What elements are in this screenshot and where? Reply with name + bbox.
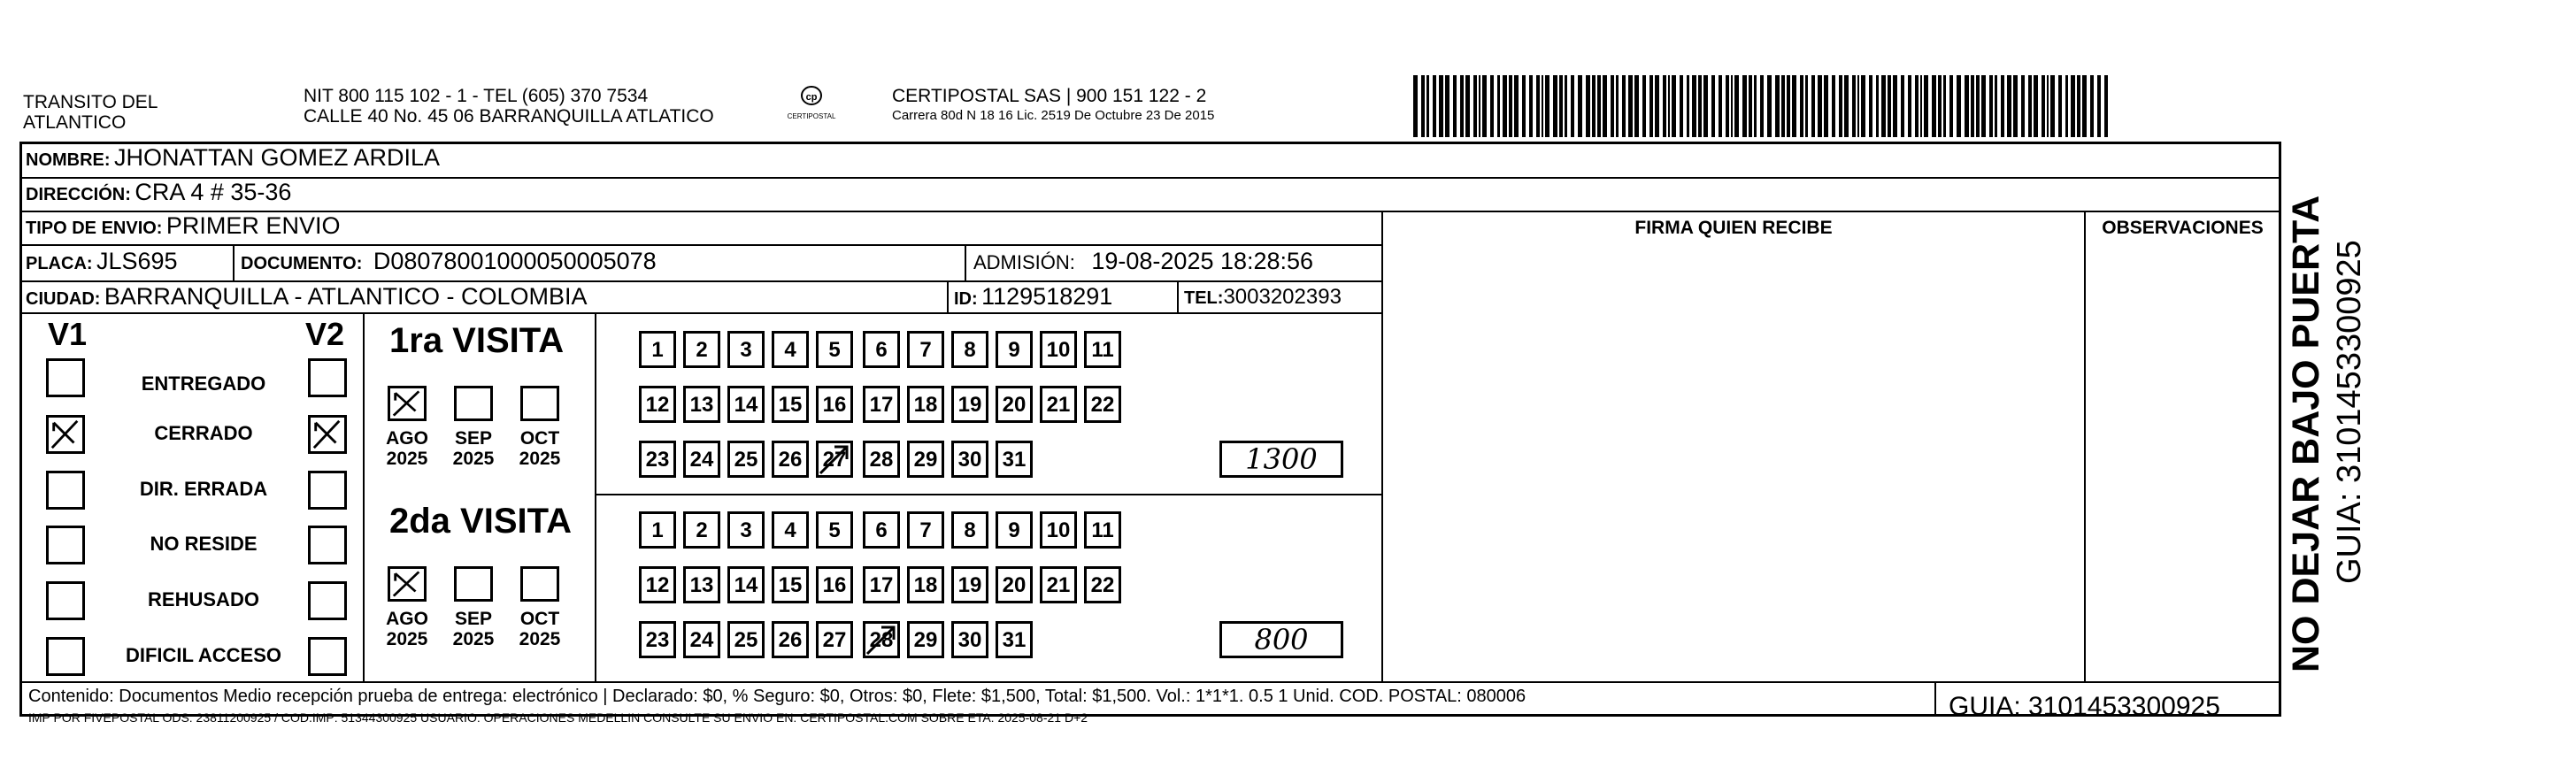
barcode-bar	[2050, 75, 2055, 137]
day-0-30[interactable]: 30	[951, 441, 988, 478]
barcode-bar	[1711, 75, 1715, 137]
checkbox-v2-0[interactable]	[308, 358, 347, 397]
month-year: 2025	[519, 629, 561, 649]
day-1-5[interactable]: 5	[816, 511, 853, 549]
day-0-1[interactable]: 1	[639, 331, 676, 368]
tel-value: 3003202393	[1223, 285, 1342, 309]
month-year: 2025	[452, 629, 495, 649]
barcode-bar	[2090, 75, 2094, 137]
barcode-bar	[1920, 75, 1922, 137]
day-1-6[interactable]: 6	[863, 511, 900, 549]
day-1-2[interactable]: 2	[683, 511, 720, 549]
month-year: 2025	[452, 449, 495, 469]
barcode-bar	[1642, 75, 1646, 137]
barcode-bar	[1943, 75, 1946, 137]
id-cell: ID: 1129518291	[954, 283, 1113, 310]
barcode-bar	[2065, 75, 2068, 137]
barcode-bar	[1800, 75, 1803, 137]
visit-title-1: 2da VISITA	[389, 502, 572, 541]
day-1-17[interactable]: 17	[863, 566, 900, 603]
month-label-1-2	[513, 609, 566, 649]
barcode-bar	[1839, 75, 1842, 137]
day-1-26[interactable]: 26	[772, 621, 809, 658]
month-label-0-0	[381, 428, 434, 469]
barcode-bar	[1703, 75, 1708, 137]
barcode-bar	[1924, 75, 1928, 137]
barcode-bar	[1881, 75, 1886, 137]
barcode-bar	[1949, 75, 1953, 137]
barcode-bar	[2071, 75, 2075, 137]
day-1-16[interactable]: 16	[816, 566, 853, 603]
barcode-bar	[1731, 75, 1733, 137]
barcode-bar	[1824, 75, 1828, 137]
day-1-1[interactable]: 1	[639, 511, 676, 549]
tel-cell: TEL:3003202393	[1184, 285, 1342, 309]
barcode-bar	[2028, 75, 2032, 137]
barcode-bar	[1634, 75, 1639, 137]
company-details: CERTIPOSTAL SAS | 900 151 122 - 2 Carrera 80d N 18 16 Lic. 2519 De Octubre 23 De 2015	[892, 86, 1215, 123]
day-0-7[interactable]: 7	[907, 331, 944, 368]
barcode-bar	[1522, 75, 1526, 137]
month-checkbox-0-2[interactable]	[520, 386, 559, 421]
day-1-7[interactable]: 7	[907, 511, 944, 549]
direccion-value: CRA 4 # 35-36	[135, 179, 292, 205]
barcode-bar	[1767, 75, 1772, 137]
barcode-bar	[1888, 75, 1891, 137]
barcode-bar	[1781, 75, 1785, 137]
barcode-bar	[1592, 75, 1596, 137]
barcode-bar	[1775, 75, 1780, 137]
day-1-4[interactable]: 4	[772, 511, 809, 549]
day-1-30[interactable]: 30	[951, 621, 988, 658]
nombre-value: JHONATTAN GOMEZ ARDILA	[114, 144, 441, 171]
day-0-21[interactable]: 21	[1040, 386, 1077, 423]
barcode-bar	[2077, 75, 2080, 137]
day-0-2[interactable]: 2	[683, 331, 720, 368]
ciudad-cell: CIUDAD: BARRANQUILLA - ATLANTICO - COLOMBIA	[26, 283, 588, 310]
day-1-12[interactable]: 12	[639, 566, 676, 603]
checkbox-v1-2[interactable]	[46, 471, 85, 510]
month-name: OCT	[519, 609, 560, 629]
barcode-bar	[2001, 75, 2004, 137]
day-0-22[interactable]: 22	[1084, 386, 1121, 423]
barcode-bar	[1698, 75, 1702, 137]
barcode-bar	[1482, 75, 1487, 137]
day-0-19[interactable]: 19	[951, 386, 988, 423]
day-1-27[interactable]: 27	[816, 621, 853, 658]
barcode-bar	[1529, 75, 1533, 137]
placa-value: JLS695	[96, 248, 178, 274]
month-name: AGO	[386, 609, 428, 629]
barcode-bar	[1971, 75, 1974, 137]
barcode-bar	[1509, 75, 1512, 137]
barcode-bar	[1915, 75, 1919, 137]
barcode-bar	[1622, 75, 1626, 137]
day-0-10[interactable]: 10	[1040, 331, 1077, 368]
documento-value: D08078001000050005078	[373, 248, 657, 274]
certipostal-logo: cp CERTIPOSTAL	[780, 85, 842, 120]
barcode-bar	[1719, 75, 1722, 137]
barcode-bar	[1421, 75, 1425, 137]
barcode-bar	[1413, 75, 1418, 137]
handwritten-time-0: 1300	[1219, 441, 1343, 478]
barcode-bar	[1497, 75, 1500, 137]
barcode-bar	[1811, 75, 1815, 137]
day-1-13[interactable]: 13	[683, 566, 720, 603]
barcode-bar	[1901, 75, 1904, 137]
barcode-bar	[1861, 75, 1865, 137]
barcode-bar	[1565, 75, 1567, 137]
day-1-19[interactable]: 19	[951, 566, 988, 603]
barcode	[1413, 75, 2112, 137]
documento-cell: DOCUMENTO: D08078001000050005078	[241, 248, 657, 274]
admision-value: 19-08-2025 18:28:56	[1091, 248, 1314, 274]
day-1-25[interactable]: 25	[727, 621, 765, 658]
day-1-11[interactable]: 11	[1084, 511, 1121, 549]
month-label-0-2	[513, 428, 566, 469]
month-checkbox-1-2[interactable]	[520, 566, 559, 602]
day-0-11[interactable]: 11	[1084, 331, 1121, 368]
barcode-bar	[1957, 75, 1961, 137]
barcode-bar	[1734, 75, 1739, 137]
barcode-bar	[1852, 75, 1856, 137]
barcode-bar	[1932, 75, 1936, 137]
visit-title-0: 1ra VISITA	[389, 321, 565, 360]
barcode-bar	[1445, 75, 1449, 137]
checkbox-v2-2[interactable]	[308, 471, 347, 510]
barcode-bar	[1473, 75, 1477, 137]
day-0-25[interactable]: 25	[727, 441, 765, 478]
day-0-28[interactable]: 28	[863, 441, 900, 478]
barcode-bar	[1938, 75, 1942, 137]
day-0-13[interactable]: 13	[683, 386, 720, 423]
observaciones-header: OBSERVACIONES	[2102, 218, 2264, 238]
admision-cell: ADMISIÓN: 19-08-2025 18:28:56	[973, 248, 1314, 274]
barcode-bar	[1818, 75, 1822, 137]
barcode-bar	[1844, 75, 1849, 137]
tipo-envio-value: PRIMER ENVIO	[165, 212, 341, 239]
month-name: OCT	[519, 428, 560, 449]
barcode-bar	[2007, 75, 2011, 137]
v2-label: V2	[305, 316, 345, 352]
barcode-bar	[1876, 75, 1879, 137]
barcode-bar	[1726, 75, 1729, 137]
barcode-bar	[1663, 75, 1666, 137]
guia-side: GUIA: 3101453300925	[2331, 240, 2368, 584]
day-1-10[interactable]: 10	[1040, 511, 1077, 549]
v1-label: V1	[48, 316, 88, 352]
barcode-bar	[1649, 75, 1653, 137]
day-1-8[interactable]: 8	[951, 511, 988, 549]
day-0-17[interactable]: 17	[863, 386, 900, 423]
barcode-bar	[1514, 75, 1519, 137]
month-checkbox-1-0[interactable]	[388, 566, 427, 602]
barcode-bar	[1692, 75, 1696, 137]
day-0-14[interactable]: 14	[727, 386, 765, 423]
day-0-20[interactable]: 20	[996, 386, 1033, 423]
barcode-bar	[1908, 75, 1911, 137]
no-dejar-bajo-puerta: NO DEJAR BAJO PUERTA	[2285, 195, 2327, 672]
barcode-bar	[1490, 75, 1494, 137]
barcode-bar	[1542, 75, 1543, 137]
barcode-bar	[1453, 75, 1457, 137]
barcode-bar	[2042, 75, 2045, 137]
svg-text:cp: cp	[805, 92, 818, 103]
barcode-bar	[1603, 75, 1607, 137]
day-1-23[interactable]: 23	[639, 621, 676, 658]
status-label-1: CERRADO	[154, 422, 253, 444]
day-1-22[interactable]: 22	[1084, 566, 1121, 603]
tipo-envio-row: TIPO DE ENVIO: PRIMER ENVIO	[26, 212, 341, 239]
day-0-16[interactable]: 16	[816, 386, 853, 423]
checkbox-v1-1[interactable]	[46, 415, 85, 454]
ciudad-value: BARRANQUILLA - ATLANTICO - COLOMBIA	[104, 283, 588, 310]
month-name: SEP	[454, 428, 493, 449]
barcode-bar	[1426, 75, 1429, 137]
day-0-12[interactable]: 12	[639, 386, 676, 423]
barcode-bar	[1749, 75, 1752, 137]
checkbox-v1-5[interactable]	[46, 637, 85, 676]
barcode-bar	[1439, 75, 1443, 137]
barcode-bar	[2082, 75, 2087, 137]
day-0-6[interactable]: 6	[863, 331, 900, 368]
firma-header: FIRMA QUIEN RECIBE	[1634, 218, 1833, 238]
barcode-bar	[1668, 75, 1670, 137]
day-0-24[interactable]: 24	[683, 441, 720, 478]
day-0-29[interactable]: 29	[907, 441, 944, 478]
barcode-bar	[1586, 75, 1590, 137]
barcode-bar	[2013, 75, 2018, 137]
barcode-bar	[1655, 75, 1659, 137]
day-1-3[interactable]: 3	[727, 511, 765, 549]
month-checkbox-0-1[interactable]	[454, 386, 493, 421]
day-1-14[interactable]: 14	[727, 566, 765, 603]
nombre-row: NOMBRE: JHONATTAN GOMEZ ARDILA	[26, 144, 441, 171]
day-0-8[interactable]: 8	[951, 331, 988, 368]
day-1-24[interactable]: 24	[683, 621, 720, 658]
status-label-3: NO RESIDE	[150, 533, 258, 555]
handwritten-time-1: 800	[1219, 621, 1343, 658]
day-0-9[interactable]: 9	[996, 331, 1033, 368]
day-0-5[interactable]: 5	[816, 331, 853, 368]
month-label-0-1	[447, 428, 500, 469]
month-year: 2025	[386, 449, 428, 469]
sender-details: NIT 800 115 102 - 1 - TEL (605) 370 7534 CALLE 40 No. 45 06 BARRANQUILLA ATLATICO	[304, 86, 714, 127]
day-1-18[interactable]: 18	[907, 566, 944, 603]
barcode-bar	[1981, 75, 1986, 137]
day-1-9[interactable]: 9	[996, 511, 1033, 549]
barcode-bar	[1805, 75, 1808, 137]
month-year: 2025	[386, 629, 428, 649]
barcode-bar	[1553, 75, 1557, 137]
barcode-bar	[1571, 75, 1574, 137]
barcode-bar	[1965, 75, 1969, 137]
barcode-bar	[1742, 75, 1747, 137]
barcode-bar	[1597, 75, 1601, 137]
day-0-15[interactable]: 15	[772, 386, 809, 423]
barcode-bar	[1545, 75, 1549, 137]
barcode-bar	[1616, 75, 1619, 137]
day-0-3[interactable]: 3	[727, 331, 765, 368]
month-label-1-1	[447, 609, 500, 649]
day-0-27[interactable]: 27	[816, 441, 853, 478]
barcode-bar	[1893, 75, 1897, 137]
day-1-28[interactable]: 28	[863, 621, 900, 658]
barcode-bar	[1680, 75, 1683, 137]
guia-footer: GUIA: 3101453300925	[1949, 692, 2220, 721]
barcode-bar	[1687, 75, 1689, 137]
day-1-21[interactable]: 21	[1040, 566, 1077, 603]
day-1-20[interactable]: 20	[996, 566, 1033, 603]
checkbox-v1-4[interactable]	[46, 581, 85, 620]
barcode-bar	[1869, 75, 1872, 137]
barcode-bar	[1995, 75, 1997, 137]
barcode-bar	[1536, 75, 1540, 137]
status-label-4: REHUSADO	[148, 588, 259, 610]
checkbox-v2-4[interactable]	[308, 581, 347, 620]
day-1-31[interactable]: 31	[996, 621, 1033, 658]
barcode-bar	[1989, 75, 1993, 137]
checkbox-v1-0[interactable]	[46, 358, 85, 397]
status-label-5: DIFICIL ACCESO	[125, 644, 281, 666]
barcode-bar	[1479, 75, 1480, 137]
month-name: SEP	[454, 609, 493, 629]
barcode-bar	[1465, 75, 1470, 137]
barcode-bar	[1832, 75, 1835, 137]
barcode-bar	[2034, 75, 2038, 137]
day-0-4[interactable]: 4	[772, 331, 809, 368]
barcode-bar	[1672, 75, 1676, 137]
barcode-bar	[1754, 75, 1757, 137]
barcode-bar	[2021, 75, 2025, 137]
barcode-bar	[1792, 75, 1796, 137]
sender-name: TRANSITO DEL ATLANTICO	[23, 92, 158, 133]
logo-icon	[798, 85, 825, 108]
month-checkbox-0-0[interactable]	[388, 386, 427, 421]
barcode-bar	[2058, 75, 2062, 137]
day-1-29[interactable]: 29	[907, 621, 944, 658]
barcode-bar	[1503, 75, 1507, 137]
contenido-text: Contenido: Documentos Medio recepción prueba de entrega: electrónico | Declarado: $0, % Seguro: $0, Otros: $0, Flete: $1,500, Total: $1,500. Vol.: 1*1*1. 0.5 1 Unid. COD. POSTAL: 080006 IMP POR FIVEPOSTAL ODS: 23811200925 / COD.IMP: 51344300925 USUARIO: OPERACIONES MEDELLIN CONSULTE SU ENVIO EN: CERTIPOSTAL.COM SOBRE ETA: 2025-08-21 D+2	[28, 687, 1526, 725]
barcode-bar	[1433, 75, 1436, 137]
barcode-bar	[2047, 75, 2049, 137]
barcode-bar	[1559, 75, 1563, 137]
barcode-bar	[1578, 75, 1582, 137]
day-1-15[interactable]: 15	[772, 566, 809, 603]
month-year: 2025	[519, 449, 561, 469]
direccion-row: DIRECCIÓN: CRA 4 # 35-36	[26, 179, 292, 205]
status-label-0: ENTREGADO	[141, 372, 266, 395]
month-name: AGO	[386, 428, 428, 449]
barcode-bar	[1628, 75, 1633, 137]
checkbox-v2-5[interactable]	[308, 637, 347, 676]
barcode-bar	[1976, 75, 1980, 137]
checkbox-v2-1[interactable]	[308, 415, 347, 454]
checkbox-v1-3[interactable]	[46, 526, 85, 564]
id-value: 1129518291	[981, 283, 1113, 310]
barcode-bar	[2097, 75, 2101, 137]
day-0-26[interactable]: 26	[772, 441, 809, 478]
barcode-bar	[1787, 75, 1790, 137]
day-0-31[interactable]: 31	[996, 441, 1033, 478]
month-checkbox-1-1[interactable]	[454, 566, 493, 602]
barcode-bar	[1760, 75, 1764, 137]
day-0-23[interactable]: 23	[639, 441, 676, 478]
month-label-1-0	[381, 609, 434, 649]
day-0-18[interactable]: 18	[907, 386, 944, 423]
barcode-bar	[1857, 75, 1859, 137]
checkbox-v2-3[interactable]	[308, 526, 347, 564]
barcode-bar	[2104, 75, 2108, 137]
barcode-bar	[1460, 75, 1464, 137]
barcode-bar	[1611, 75, 1614, 137]
status-label-2: DIR. ERRADA	[139, 478, 268, 500]
placa-cell: PLACA: JLS695	[26, 248, 178, 274]
